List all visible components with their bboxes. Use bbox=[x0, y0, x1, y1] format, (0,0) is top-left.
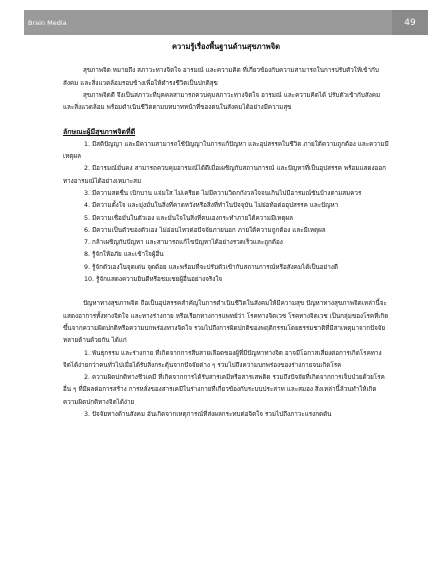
page-title: ความรู้เรื่องพื้นฐานด้านสุขภาพจิต bbox=[172, 42, 280, 51]
list-item: 9. รู้จักตัวเองในจุดเด่น จุดด้อย และพร้อมที่จะปรับตัวเข้ากับสถานการณ์หรือสังคมได้เป็นอย่างดี bbox=[84, 263, 338, 271]
list-item: 3. ปัจจัยทางด้านสังคม อันเกิดจากเหตุการณ์ที่ส่งผลกระทบต่อจิตใจ รวมไปถึงภาวะแรงกดดัน bbox=[84, 411, 332, 419]
list-item: 2. มีอารมณ์มั่นคง สามารถควบคุมอารมณ์ได้ดีเมื่อเผชิญกับสถานการณ์ และปัญหาที่เป็นอุปสรรค พร้อมแสดงออกทางอารมณ์ได้อย่างเหมาะสม bbox=[63, 165, 386, 185]
list-item: 1. พันธุกรรม และร่างกาย ที่เกิดจากการสืบสายเลือดของผู้ที่มีปัญหาทางจิต อาจมีโอกาสเสี่ยงต่อการเกิดโรคทางจิตได้ง่ายกว่าคนทั่วไปเมื่อได้รับสิ่งกระตุ้นจากปัจจัยต่าง ๆ รวมไปถึงความบกพร่องของร่างกายจนเกิดโรค bbox=[63, 349, 382, 369]
brand-label: Brain Media bbox=[28, 18, 67, 27]
list-item: 3. มีความสดชื่น เบิกบาน แจ่มใส ไม่เครียด ไม่มีความวิตกกังวลใจจนเกินไปมีอารมณ์ขันบ้างตามสมควร bbox=[84, 189, 362, 197]
list-item: 1. มีสติปัญญา และมีความสามารถใช้ปัญญาในการแก้ปัญหา และอุปสรรคในชีวิต ภายใต้ความถูกต้อง และความมีเหตุผล bbox=[63, 140, 389, 161]
list-item: 8. รู้จักให้อภัย และเข้าใจผู้อื่น bbox=[84, 251, 164, 259]
list-item: 6. มีความเป็นตัวของตัวเอง ไม่อ่อนไหวต่อปัจจัยภายนอก ภายใต้ความถูกต้อง และมีเหตุผล bbox=[84, 226, 326, 234]
page-header bbox=[24, 10, 428, 35]
list-item: 5. มีความเชื่อมั่นในตัวเอง และมั่นใจในสิ่งที่ตนเองกระทำภายใต้ความมีเหตุผล bbox=[84, 214, 293, 222]
problems-paragraph: ปัญหาทางสุขภาพจิต ถือเป็นอุปสรรคสำคัญในการดำเนินชีวิตในสังคมให้มีความสุข ปัญหาทางสุขภาพจิตเหล่านี้จะแสดงอาการทั้งทางจิตใจ และทางร่างกาย หรือเรียกทางการแพทย์ว่า โรคทางจิตเวช โรคทางจิตเวช เป็นกลุ่มของโรคที่เกิดขึ้นจากความผิดปกติหรือความบกพร่องทางจิตใจ รวมไปถึงการผิดปกติของพฤติกรรมโดยธรรมชาติที่มีสาเหตุมาจากปัจจัยหลายด้านด้วยกัน ได้แก่ bbox=[63, 300, 389, 345]
intro-paragraph: สุขภาพจิต หมายถึง สภาวะทางจิตใจ อารมณ์ และความคิด ที่เกี่ยวข้องกับความสามารถในการปรับตัวให้เข้ากับสังคม และสิ่งแวดล้อมรอบข้างเพื่อให้ดำรงชีวิตเป็นปกติสุข bbox=[63, 67, 379, 87]
list-item: 10. รู้จักแสดงความยินดีหรือชมเชยผู้อื่นอย่างจริงใจ bbox=[84, 276, 223, 284]
page-number: 49 bbox=[392, 10, 428, 35]
page-content bbox=[63, 41, 389, 421]
list-item: 7. กล้าเผชิญกับปัญหา และสามารถแก้ไขปัญหาได้อย่างรวดเร็วและถูกต้อง bbox=[84, 239, 283, 247]
intro-paragraph: สุขภาพจิตดี จึงเป็นสภาวะที่บุคคลสามารถควบคุมสภาวะทางจิตใจ อารมณ์ และความคิดได้ ปรับตัวเข้ากับสังคม และสิ่งแวดล้อม พร้อมดำเนินชีวิตตามบทบาทหน้าที่ของตนในสังคมได้อย่างมีความสุข bbox=[63, 91, 381, 112]
list-item: 2. ความผิดปกติทางชีวเคมี ที่เกิดจากการได้รับสารเคมีหรือสารเสพติด รวมถึงปัจจัยที่เกิดจากการเจ็บป่วยด้วยโรคอื่น ๆ ที่มีผลต่อการสร้าง การหลั่งของสารเคมีในร่างกายที่เกี่ยวข้องกับระบบประสาท และสมอง สิ่งเหล่านี้ล้วนทำให้เกิดความผิดปกติทางจิตได้ง่าย bbox=[63, 374, 385, 406]
section-heading: ลักษณะผู้มีสุขภาพจิตที่ดี bbox=[63, 128, 136, 137]
list-item: 4. มีความตั้งใจ และมุ่งมั่นในสิ่งที่คาดหวังหรือสิ่งที่ทำในปัจจุบัน ไม่ย่อท้อต่ออุปสรรค และปัญหา bbox=[84, 202, 339, 210]
